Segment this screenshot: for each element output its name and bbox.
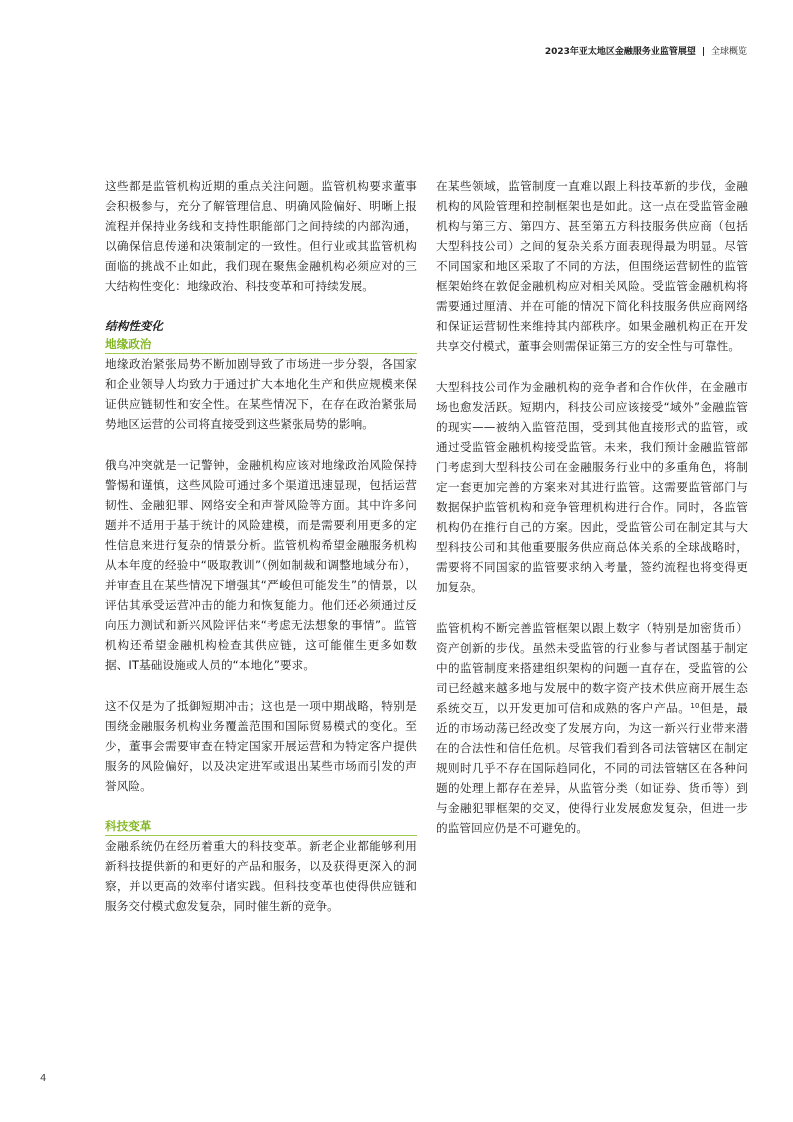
left-paragraph-4: 这不仅是为了抵御短期冲击；这也是一项中期战略，特别是围绕金融服务机构业务覆盖范围和国际贸易模式的变化。至少，董事会需要审查在特定国家开展运营和为特定客户提供服务的风险偏好，以及决定进军或退出某些市场而引发的声誉风险。 xyxy=(105,699,417,793)
right-paragraph-3-part-a: 监管机构不断完善监管框架以跟上数字（特别是加密货币）资产创新的步伐。虽然未受监管的行业参与者试图基于制定中的监管制度来搭建组织架构的问题一直存在，受监管的公司已经越来越多地与发展中的数字资产技术供应商开展生态系统交互，以开发更加可信和成熟的客户产品。 xyxy=(436,621,748,715)
left-paragraph-1: 这些都是监管机构近期的重点关注问题。监管机构要求董事会积极参与，充分了解管理信息、明确风险偏好、明晰上报流程并保持业务线和支持性职能部门之间持续的内部沟通，以确保信息传递和决策制定的一致性。但行业或其监管机构面临的挑战不止如此，我们现在聚焦金融机构必须应对的三大结构性变化：地缘政治、科技变革和可持续发展。 xyxy=(105,179,417,293)
subheading-geopolitics: 地缘政治 xyxy=(105,337,152,351)
left-paragraph-2: 地缘政治紧张局势不断加剧导致了市场进一步分裂，各国家和企业领导人均致力于通过扩大本地化生产和供应规模来保证供应链韧性和安全性。在某些情况下，在存在政治紧张局势地区运营的公司将直接受到这些紧张局势的影响。 xyxy=(105,357,417,431)
right-column xyxy=(436,176,748,859)
left-paragraph-3: 俄乌冲突就是一记警钟，金融机构应该对地缘政治风险保持警惕和谨慎，这些风险可通过多个渠道迅速显现，包括运营韧性、金融犯罪、网络安全和声誉风险等方面。其中许多问题并不适用于基于统计的风险建模，而是需要利用更多的定性信息来进行复杂的情景分析。监管机构希望金融服务机构从本年度的经验中“吸取教训”（例如制裁和调整地域分布），并审查且在某些情况下增强其“严峻但可能发生”的情景，以评估其承受运营冲击的能力和恢复能力。他们还必须通过反向压力测试和新兴风险评估来“考虑无法想象的事情”。监管机构还希望金融机构检查其供应链，这可能催生更多如数据、IT基础设施或人员的“本地化”要求。 xyxy=(105,458,417,672)
footnote-ref: 10 xyxy=(690,702,700,710)
header-section: 全球概览 xyxy=(710,47,747,57)
header-title: 2023年亚太地区金融服务业监管展望 xyxy=(544,47,696,57)
right-paragraph-2: 大型科技公司作为金融机构的竞争者和合作伙伴，在金融市场也愈发活跃。短期内，科技公司应该接受“域外”金融监管的现实——被纳入监管范围，受到其他直接形式的监管，或通过受监管金融机构接受监管。未来，我们预计金融监管部门考虑到大型科技公司在金融服务行业中的多重角色，将制定一套更加完善的方案来对其进行监管。这需要监管部门与数据保护监管机构和竞争管理机构进行合作。同时，各监管机构仍在推行自己的方案。因此，受监管公司在制定其与大型科技公司和其他重要服务供应商总体关系的全球战略时，需要将不同国家的监管要求纳入考量，签约流程也将变得更加复杂。 xyxy=(436,380,748,594)
header-separator: | xyxy=(701,47,706,57)
right-paragraph-1: 在某些领域，监管制度一直难以跟上科技革新的步伐，金融机构的风险管理和控制框架也是如此。这一点在受监管金融机构与第三方、第四方、甚至第五方科技服务供应商（包括大型科技公司）之间的复杂关系方面表现得最为明显。尽管不同国家和地区采取了不同的方法，但围绕运营韧性的监管框架始终在敦促金融机构应对相关风险。受监管金融机构将需要通过厘清、并在可能的情况下简化科技服务供应商网络和保证运营韧性来维持其内部秩序。如果金融机构正在开发共享交付模式，董事会则需保证第三方的安全性与可靠性。 xyxy=(436,179,748,353)
section-title-structural-changes: 结构性变化 xyxy=(105,319,163,333)
page-number: 4 xyxy=(40,1073,47,1084)
running-header xyxy=(545,44,747,57)
right-paragraph-3-part-b: 但是，最近的市场动荡已经改变了发展方向，为这一新兴行业带来潜在的合法性和信任危机。尽管我们看到各司法管辖区在制定规则时几乎不存在国际趋同化，不同的司法管辖区在各种问题的处理上都存在差异，从监管分类（如证券、货币等）到与金融犯罪框架的交叉，使得行业发展愈发复杂，但进一步的监管回应仍是不可避免的。 xyxy=(436,701,748,835)
subheading-tech-change: 科技变革 xyxy=(105,819,152,833)
left-paragraph-5: 金融系统仍在经历着重大的科技变革。新老企业都能够利用新科技提供新的和更好的产品和服务，以及获得更深入的洞察，并以更高的效率付诸实践。但科技变革也使得供应链和服务交付模式愈发复杂，同时催生新的竞争。 xyxy=(105,839,417,913)
right-paragraph-3 xyxy=(436,618,748,838)
left-column xyxy=(105,176,417,937)
